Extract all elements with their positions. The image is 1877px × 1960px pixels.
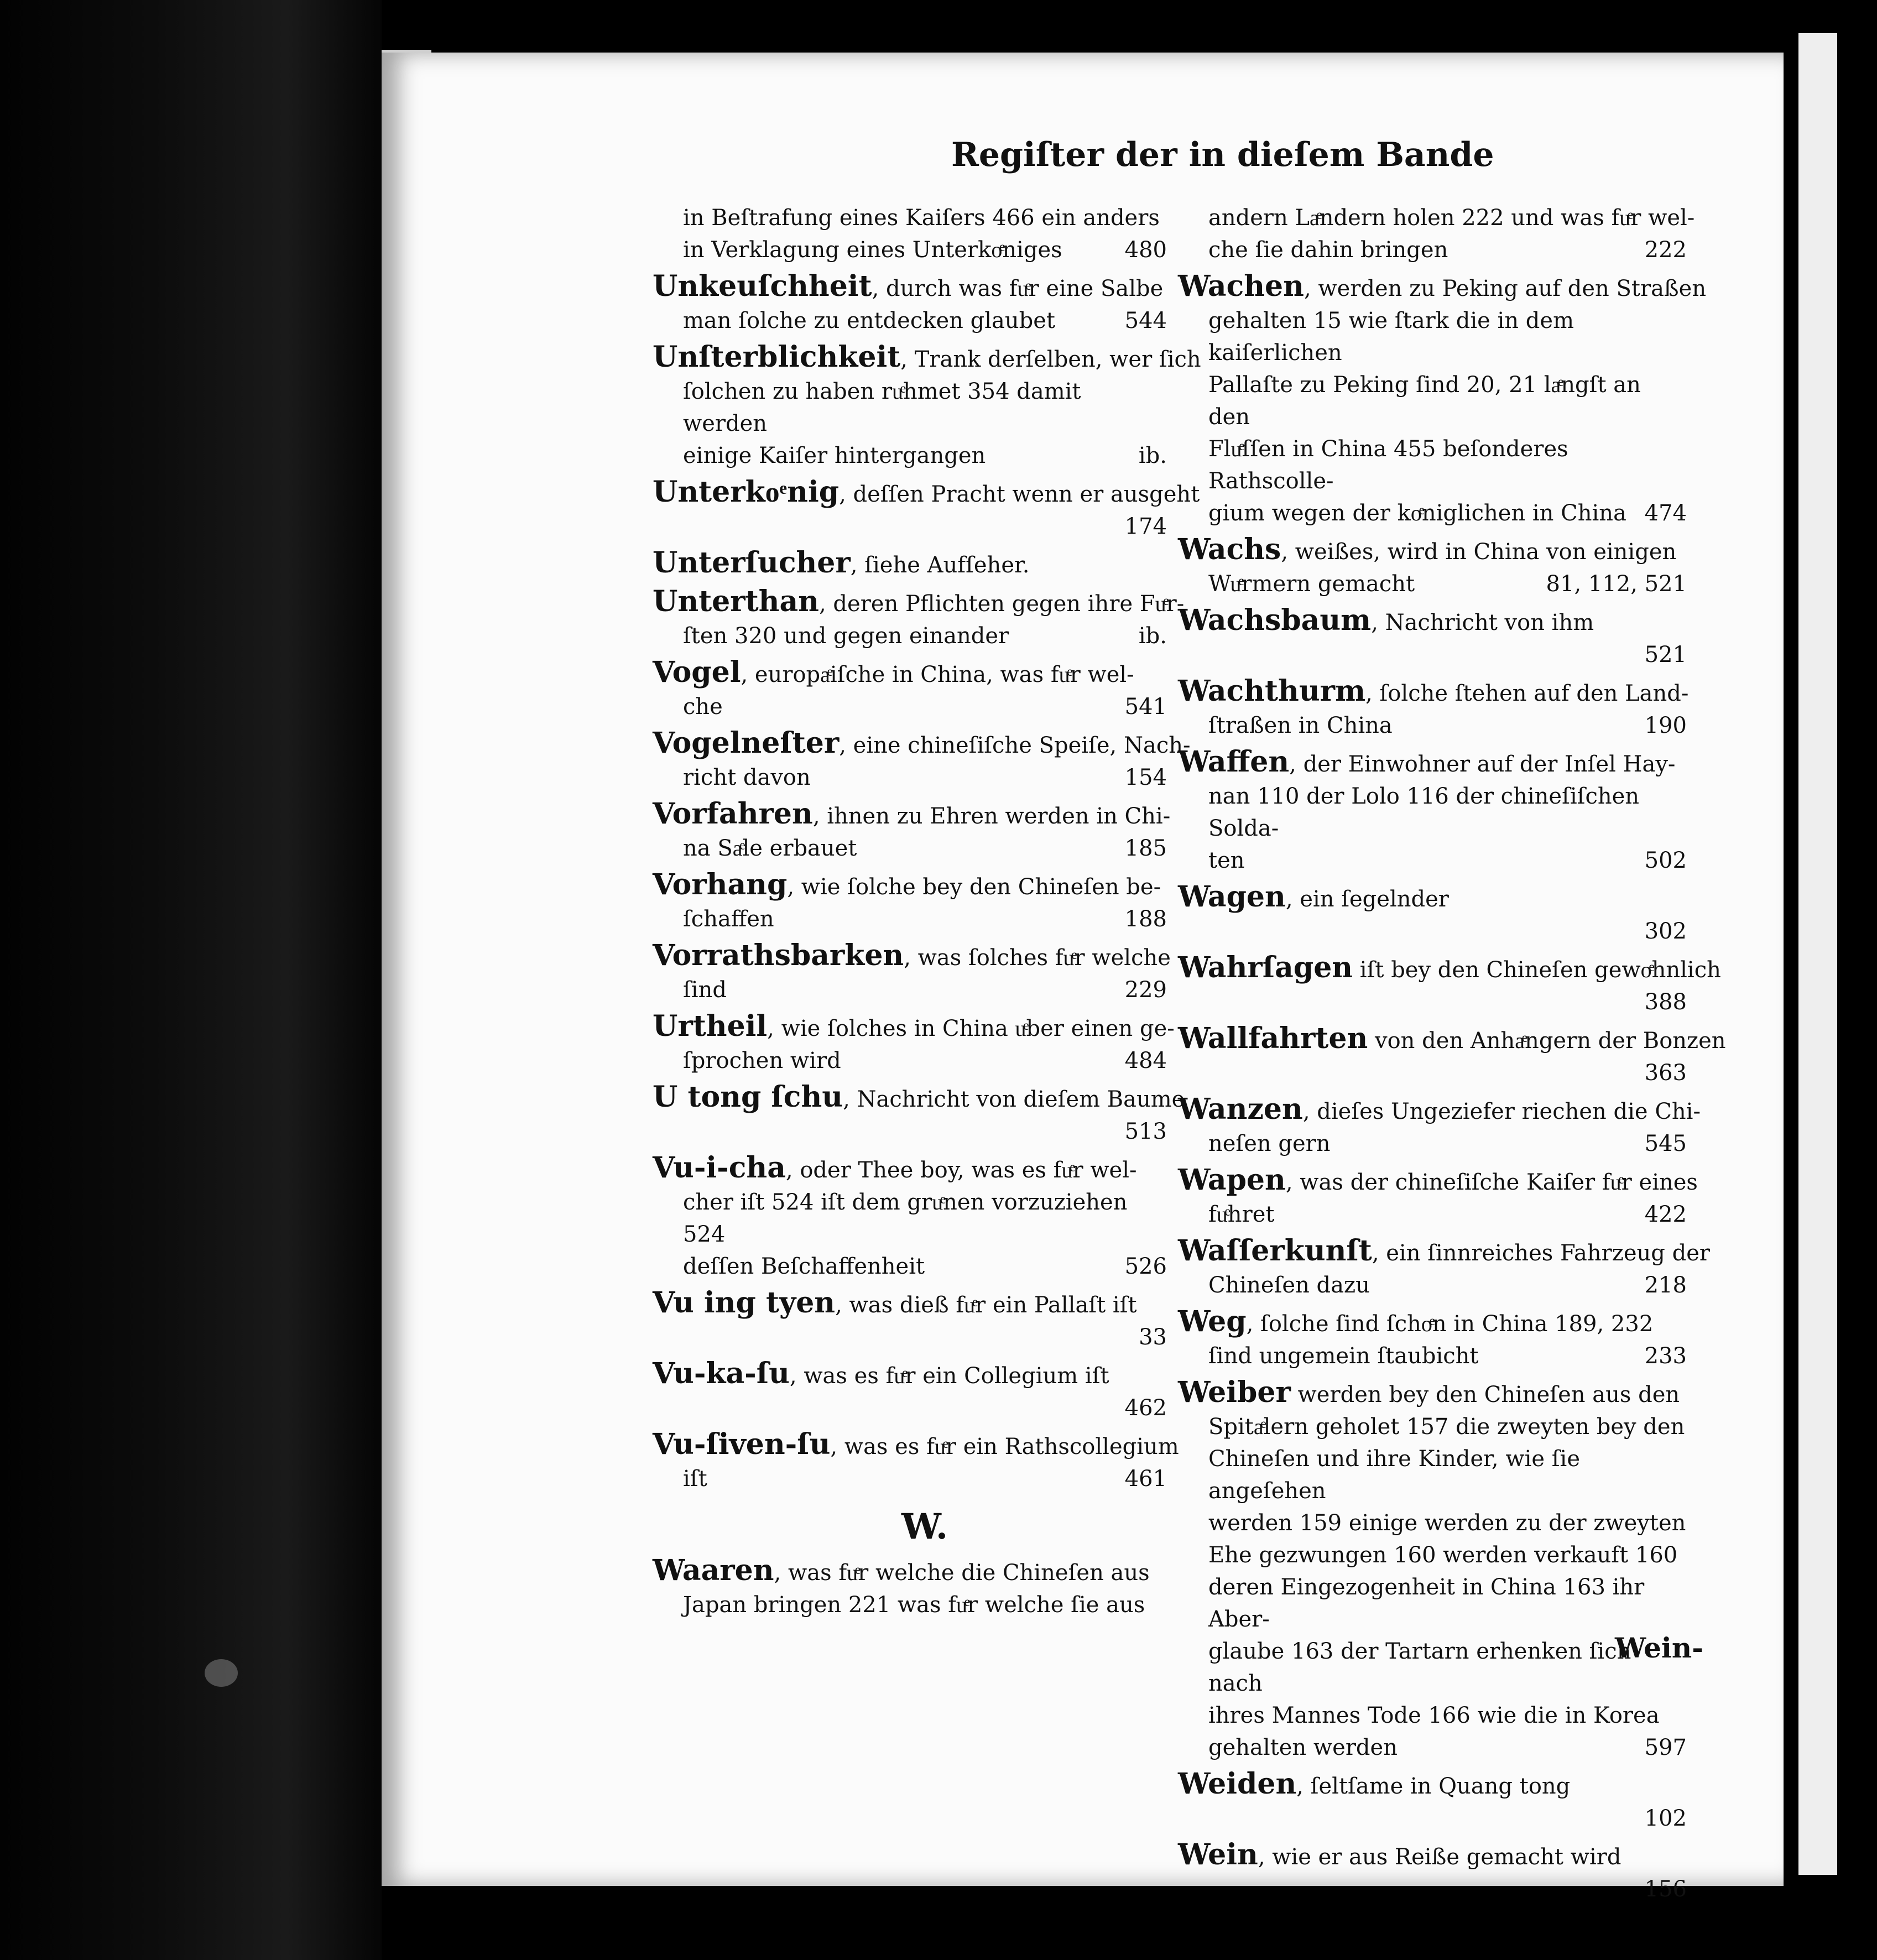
page-reference: 484 bbox=[1124, 1048, 1167, 1073]
index-term: Unterkoͤnig bbox=[653, 475, 840, 509]
entry-line: Wuͤrmern gemacht bbox=[1208, 571, 1415, 597]
index-term: Wachs bbox=[1178, 533, 1281, 566]
entry-line: gehalten werden bbox=[1208, 1735, 1398, 1760]
index-entry bbox=[1178, 881, 1687, 947]
entry-text: , wie ſolche bey den Chineſen be- bbox=[787, 874, 1161, 900]
index-entry bbox=[653, 869, 1167, 935]
index-entry bbox=[653, 1555, 1167, 1621]
index-term: Unkeuſchheit bbox=[653, 269, 872, 303]
entry-line bbox=[1178, 1768, 1687, 1802]
index-column-right bbox=[1178, 202, 1726, 1910]
index-entry bbox=[653, 656, 1167, 723]
entry-text: , ſolche ſind ſchoͤn in China 189, 232 bbox=[1246, 1311, 1654, 1337]
catchword: Wein- bbox=[1615, 1631, 1703, 1664]
page-reference: 461 bbox=[1124, 1466, 1167, 1492]
index-entry bbox=[1178, 269, 1707, 529]
index-term: Wahrſagen bbox=[1178, 951, 1353, 984]
entry-text: , deren Pflichten gegen ihre Fuͤr- bbox=[818, 591, 1185, 617]
entry-line: ten bbox=[1208, 848, 1245, 873]
entry-text: , oder Thee boy, was es fuͤr wel- bbox=[785, 1158, 1137, 1183]
index-term: Wanzen bbox=[1178, 1092, 1303, 1126]
entry-text: , was fuͤr welche die Chineſen aus bbox=[774, 1560, 1150, 1586]
index-entry bbox=[653, 340, 1201, 472]
entry-text: , was es fuͤr ein Rathscollegium bbox=[830, 1434, 1179, 1459]
left-entries bbox=[653, 202, 1201, 1499]
page-reference: ib. bbox=[1138, 443, 1167, 468]
page-reference: 188 bbox=[1124, 906, 1167, 932]
page-reference: 156 bbox=[1644, 1876, 1687, 1902]
entry-line bbox=[653, 1358, 1167, 1392]
entry-line: ſolchen zu haben ruͤhmet 354 damit werden bbox=[683, 379, 1081, 436]
page-title: Regiſter der in dieſem Bande bbox=[951, 135, 1494, 174]
page-reference: 388 bbox=[1644, 989, 1687, 1015]
index-term: Weiber bbox=[1178, 1375, 1291, 1409]
entry-line bbox=[653, 547, 1167, 581]
entry-line bbox=[653, 340, 1201, 376]
index-term: Wein bbox=[1178, 1838, 1258, 1872]
entry-line: Japan bringen 221 was fuͤr welche ſie aus bbox=[683, 1592, 1145, 1618]
entry-line: cher iſt 524 iſt dem gruͤnen vorzuziehen 524 bbox=[683, 1190, 1128, 1247]
entry-line: einige Kaiſer hintergangen bbox=[683, 443, 986, 468]
page-reference: ib. bbox=[1138, 623, 1167, 649]
entry-text: , was der chineſiſche Kaiſer fuͤr eines bbox=[1285, 1170, 1698, 1195]
entry-text: , europaͤiſche in China, was fuͤr wel- bbox=[741, 662, 1134, 687]
left-entries-tail bbox=[653, 1555, 1167, 1625]
entry-line bbox=[653, 1152, 1167, 1186]
index-entry bbox=[1178, 675, 1687, 742]
page-reference: 222 bbox=[1644, 237, 1687, 263]
index-term: Vu-i-cha bbox=[653, 1151, 786, 1185]
entry-line bbox=[1178, 1839, 1687, 1873]
entry-line: gehalten 15 wie ſtark die in dem kaiſerlichen bbox=[1208, 308, 1574, 366]
page-reference: 474 bbox=[1644, 501, 1687, 526]
index-entry bbox=[1178, 1092, 1701, 1160]
index-entry bbox=[1178, 1021, 1726, 1089]
entry-line bbox=[1178, 604, 1687, 639]
index-term: Waaren bbox=[653, 1554, 774, 1587]
page-reference: 526 bbox=[1124, 1254, 1167, 1279]
index-term: Wachen bbox=[1178, 269, 1304, 303]
index-entry bbox=[653, 1287, 1167, 1353]
entry-line: Chineſen dazu bbox=[1208, 1273, 1370, 1298]
page-reference: 233 bbox=[1644, 1343, 1687, 1369]
entry-line: ſind ungemein ſtaubicht bbox=[1208, 1343, 1479, 1369]
entry-line bbox=[1178, 881, 1687, 915]
index-term: Vu ing tyen bbox=[653, 1286, 836, 1320]
index-entry bbox=[1178, 534, 1687, 600]
entry-line: Ehe gezwungen 160 werden verkauft 160 bbox=[1208, 1542, 1678, 1568]
entry-line: fuͤhret bbox=[1208, 1202, 1275, 1227]
entry-text: , der Einwohner auf der Inſel Hay- bbox=[1289, 752, 1676, 777]
index-entry bbox=[1178, 1306, 1687, 1372]
index-entry bbox=[1178, 951, 1721, 1018]
index-entry bbox=[653, 1152, 1167, 1283]
index-entry bbox=[653, 547, 1167, 581]
index-term: Wallfahrten bbox=[1178, 1021, 1368, 1055]
entry-line bbox=[1178, 951, 1721, 986]
page-reference: 174 bbox=[1124, 514, 1167, 539]
entry-line: iſt bbox=[683, 1466, 707, 1492]
entry-line bbox=[1178, 1092, 1701, 1128]
page-reference: 185 bbox=[1124, 836, 1167, 861]
page-reference: 513 bbox=[1124, 1119, 1167, 1144]
entry-text: , Trank derſelben, wer ſich bbox=[900, 347, 1201, 372]
entry-text: , dieſes Ungeziefer riechen die Chi- bbox=[1302, 1099, 1701, 1124]
entry-line: ſtraßen in China bbox=[1208, 713, 1393, 738]
index-entry bbox=[653, 585, 1185, 652]
entry-line: che ſie dahin bringen bbox=[1208, 237, 1448, 263]
entry-text: , wie ſolches in China uͤber einen ge- bbox=[767, 1016, 1175, 1041]
entry-line: Spitaͤlern geholet 157 die zweyten bey den bbox=[1208, 1414, 1685, 1440]
entry-text: , wie er aus Reiße gemacht wird bbox=[1258, 1844, 1621, 1870]
entry-line bbox=[653, 1555, 1167, 1589]
index-term: Weg bbox=[1178, 1305, 1247, 1338]
index-term: Vu-ſiven-ſu bbox=[653, 1427, 831, 1461]
entry-line bbox=[653, 270, 1167, 305]
index-entry bbox=[653, 1358, 1167, 1424]
entry-line bbox=[653, 1009, 1175, 1045]
entry-text: , ihnen zu Ehren werden in Chi- bbox=[812, 804, 1171, 829]
entry-line bbox=[653, 1427, 1179, 1463]
index-term: Waſſerkunſt bbox=[1178, 1234, 1372, 1268]
entry-line: Pallaſte zu Peking ſind 20, 21 laͤngſt an den bbox=[1208, 372, 1641, 430]
entry-text: , was dieß fuͤr ein Pallaſt iſt bbox=[835, 1292, 1137, 1318]
entry-line: ſchaffen bbox=[683, 906, 774, 932]
entry-line: ihres Mannes Tode 166 wie die in Korea bbox=[1208, 1703, 1660, 1728]
entry-text: iſt bey den Chineſen gewoͤhnlich bbox=[1353, 957, 1721, 983]
page-reference: 541 bbox=[1124, 694, 1167, 720]
index-entry bbox=[653, 475, 1200, 543]
index-term: Vogelneſter bbox=[653, 726, 840, 760]
entry-text: , Nachricht von dieſem Baume bbox=[843, 1087, 1185, 1112]
entry-text: , Nachricht von ihm bbox=[1371, 610, 1594, 635]
entry-line bbox=[1178, 746, 1687, 780]
index-entry bbox=[653, 726, 1191, 794]
entry-line: man ſolche zu entdecken glaubet bbox=[683, 308, 1055, 333]
entry-line bbox=[1178, 1306, 1687, 1340]
index-term: Waffen bbox=[1178, 745, 1290, 779]
entry-text: von den Anhaͤngern der Bonzen bbox=[1368, 1028, 1726, 1054]
index-term: Unterthan bbox=[653, 585, 819, 618]
index-entry bbox=[1178, 1163, 1698, 1231]
index-entry bbox=[653, 797, 1171, 864]
entry-line bbox=[653, 939, 1171, 974]
entry-text: andern Laͤndern holen 222 und was fuͤr wel- bbox=[1208, 205, 1695, 231]
page-reference: 544 bbox=[1124, 308, 1167, 333]
index-entry bbox=[1178, 604, 1687, 671]
entry-text: , ſeltſame in Quang tong bbox=[1296, 1774, 1571, 1799]
section-letter-heading: W. bbox=[901, 1506, 948, 1547]
entry-line bbox=[1178, 534, 1687, 568]
page-reference: 422 bbox=[1644, 1202, 1687, 1227]
entry-line: ſten 320 und gegen einander bbox=[683, 623, 1009, 649]
entry-text: , ſiehe Aufſeher. bbox=[850, 552, 1030, 578]
entry-line: deren Eingezogenheit in China 163 ihr Aber- bbox=[1208, 1575, 1645, 1632]
entry-text: , ein ſinnreiches Fahrzeug der bbox=[1372, 1240, 1710, 1266]
page-reference: 545 bbox=[1644, 1131, 1687, 1156]
entry-text: , werden zu Peking auf den Straßen bbox=[1304, 276, 1707, 301]
index-entry bbox=[653, 270, 1167, 337]
page-reference: 81, 112, 521 bbox=[1546, 571, 1687, 597]
entry-text: , was es fuͤr ein Collegium iſt bbox=[789, 1363, 1109, 1389]
entry-text: , durch was fuͤr eine Salbe bbox=[872, 276, 1164, 301]
page-reference: 33 bbox=[1139, 1325, 1167, 1350]
page-reference: 229 bbox=[1124, 977, 1167, 1003]
index-entry bbox=[1178, 202, 1695, 266]
index-term: Weiden bbox=[1178, 1767, 1297, 1801]
page-reference: 597 bbox=[1644, 1735, 1687, 1760]
index-term: U tong ſchu bbox=[653, 1080, 843, 1114]
index-entry bbox=[653, 202, 1167, 266]
entry-line: Fluͤſſen in China 455 beſonderes Rathscolle- bbox=[1208, 436, 1568, 494]
page-reference: 218 bbox=[1644, 1273, 1687, 1298]
entry-line: Chineſen und ihre Kinder, wie ſie angeſehen bbox=[1208, 1446, 1581, 1504]
entry-line: glaube 163 der Tartarn erhenken ſich nach bbox=[1208, 1639, 1631, 1696]
index-term: Urtheil bbox=[653, 1009, 768, 1043]
index-term: Wapen bbox=[1178, 1163, 1286, 1197]
index-term: Vogel bbox=[653, 655, 741, 689]
index-entry bbox=[653, 1009, 1175, 1077]
entry-line: na Saͤle erbauet bbox=[683, 836, 857, 861]
entry-line bbox=[653, 202, 1167, 234]
entry-line bbox=[1178, 1234, 1710, 1269]
index-term: Wachthurm bbox=[1178, 674, 1366, 708]
page-reference: 102 bbox=[1644, 1806, 1687, 1831]
entry-line: nan 110 der Lolo 116 der chineſiſchen Solda- bbox=[1208, 784, 1640, 841]
entry-line: ſprochen wird bbox=[683, 1048, 841, 1073]
index-term: Wachsbaum bbox=[1178, 603, 1372, 637]
entry-line bbox=[653, 797, 1171, 832]
entry-text: in Beſtrafung eines Kaiſers 466 ein anders bbox=[683, 205, 1160, 231]
index-term: Vorfahren bbox=[653, 797, 813, 831]
index-entry bbox=[653, 1080, 1185, 1148]
entry-line: deſſen Beſchaffenheit bbox=[683, 1254, 925, 1279]
entry-line: che bbox=[683, 694, 723, 720]
index-column-left bbox=[653, 202, 1201, 1625]
right-margin-dark bbox=[1837, 0, 1877, 1960]
entry-text: , deſſen Pracht wenn er ausgeht bbox=[839, 482, 1200, 507]
page-gutter bbox=[1784, 33, 1797, 1886]
page-reference: 302 bbox=[1644, 919, 1687, 944]
entry-line bbox=[1178, 1377, 1687, 1411]
ink-blot bbox=[205, 1659, 238, 1687]
index-term: Vorrathsbarken bbox=[653, 939, 904, 972]
entry-line bbox=[653, 1287, 1167, 1321]
entry-line: richt davon bbox=[683, 765, 811, 790]
entry-text: , ein ſegelnder bbox=[1285, 887, 1449, 912]
entry-line bbox=[1178, 1163, 1698, 1198]
entry-line bbox=[1178, 269, 1707, 305]
entry-line: gium wegen der koͤniglichen in China bbox=[1208, 501, 1626, 526]
index-entry bbox=[653, 1427, 1179, 1495]
entry-line bbox=[653, 726, 1191, 762]
entry-line bbox=[653, 1080, 1185, 1115]
entry-text: werden bey den Chineſen aus den bbox=[1290, 1382, 1680, 1408]
entry-line: werden 159 einige werden zu der zweyten bbox=[1208, 1510, 1686, 1536]
index-entry bbox=[1178, 1839, 1687, 1905]
page-reference: 190 bbox=[1644, 713, 1687, 738]
entry-line bbox=[653, 656, 1167, 691]
book-binding-shadow bbox=[0, 0, 382, 1960]
page-reference: 462 bbox=[1124, 1395, 1167, 1421]
page-reference: 502 bbox=[1644, 848, 1687, 873]
page-reference: 480 bbox=[1124, 237, 1167, 263]
entry-line bbox=[653, 869, 1167, 903]
index-entry bbox=[1178, 1234, 1710, 1301]
entry-line bbox=[653, 475, 1200, 510]
page-reference: 154 bbox=[1124, 765, 1167, 790]
index-term: Unſterblichkeit bbox=[653, 340, 901, 374]
page-reference: 363 bbox=[1644, 1060, 1687, 1086]
entry-line bbox=[653, 585, 1185, 620]
entry-line bbox=[1178, 675, 1687, 710]
entry-line: ſind bbox=[683, 977, 727, 1003]
index-term: Wagen bbox=[1178, 880, 1286, 914]
index-term: Vu-ka-ſu bbox=[653, 1357, 790, 1390]
index-entry bbox=[1178, 1377, 1687, 1764]
entry-line: neſen gern bbox=[1208, 1131, 1331, 1156]
entry-text: , ſolche ſtehen auf den Land- bbox=[1365, 681, 1689, 706]
entry-line bbox=[1178, 202, 1695, 234]
index-term: Vorhang bbox=[653, 868, 788, 901]
entry-line: in Verklagung eines Unterkoͤniges bbox=[683, 237, 1062, 263]
index-term: Unterſucher bbox=[653, 546, 851, 580]
entry-text: , was ſolches fuͤr welche bbox=[904, 945, 1171, 971]
right-entries bbox=[1178, 202, 1726, 1910]
page-reference: 521 bbox=[1644, 642, 1687, 668]
entry-text: , weißes, wird in China von einigen bbox=[1281, 539, 1677, 565]
entry-text: , eine chineſiſche Speiſe, Nach- bbox=[839, 733, 1191, 758]
entry-line bbox=[1178, 1021, 1726, 1057]
index-entry bbox=[653, 939, 1171, 1006]
index-entry bbox=[1178, 1768, 1687, 1834]
next-page-edge bbox=[1798, 33, 1837, 1875]
index-entry bbox=[1178, 746, 1687, 877]
